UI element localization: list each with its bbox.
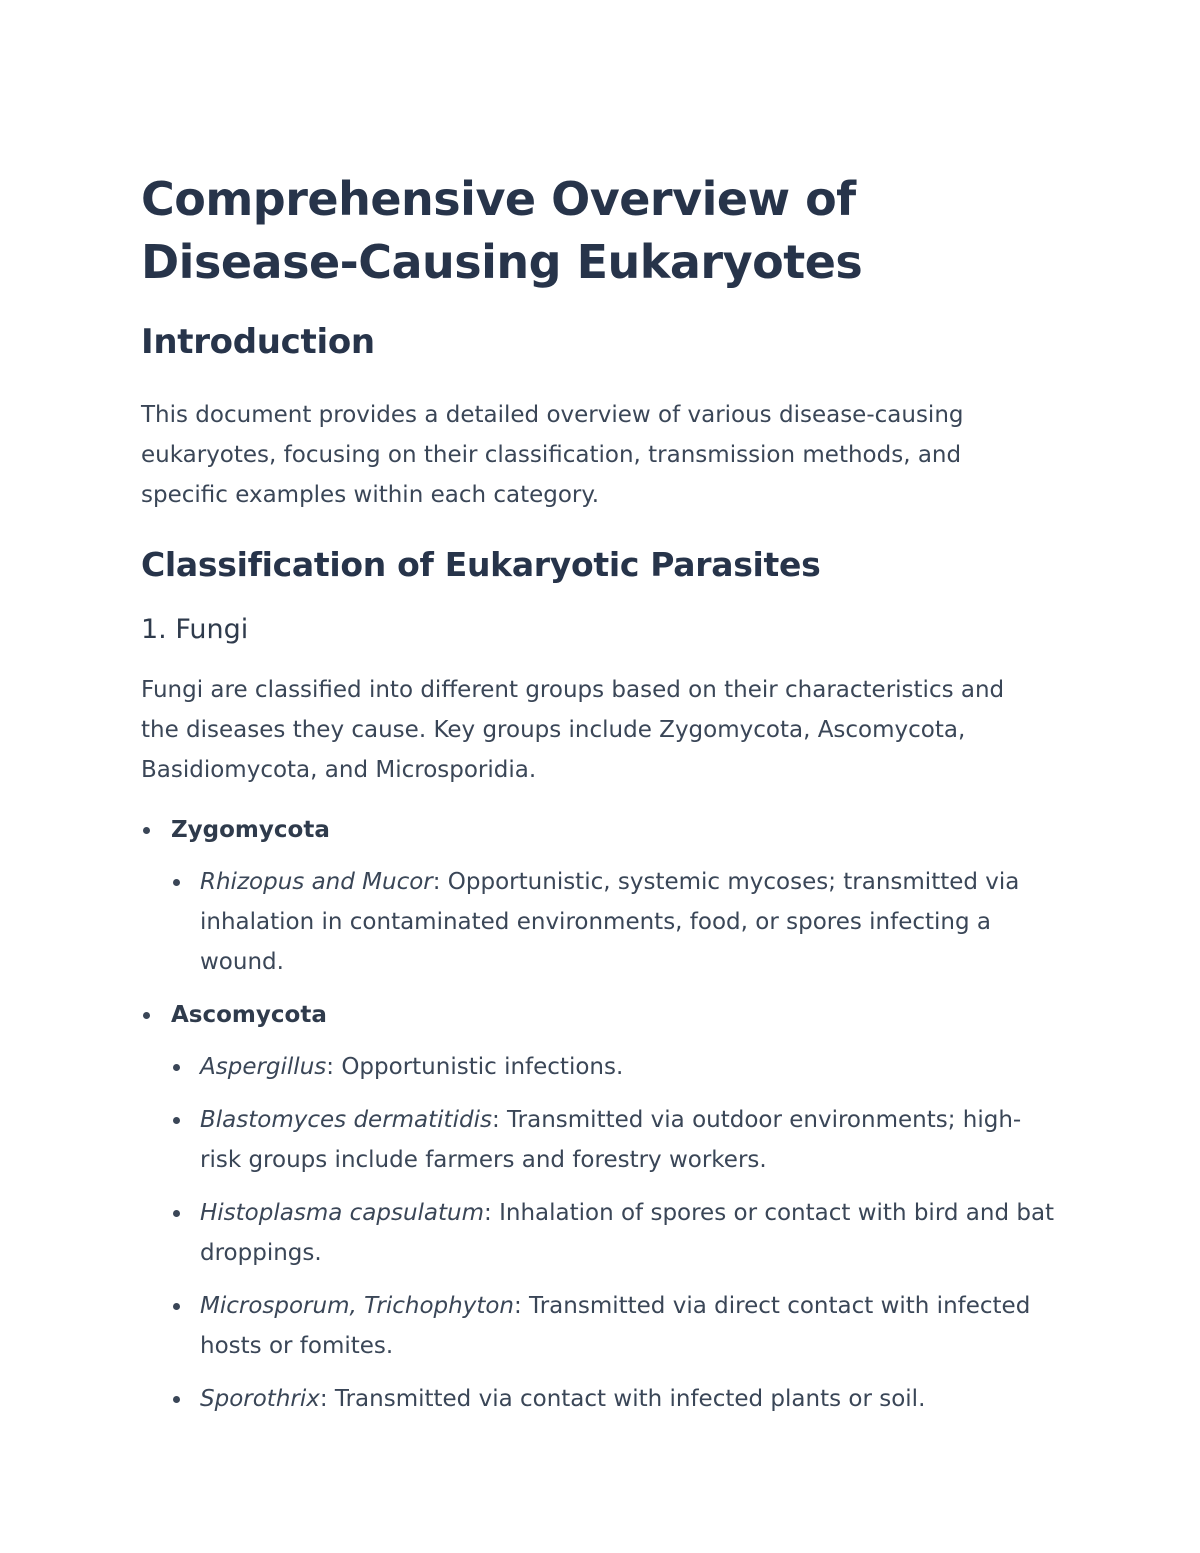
species-description: : Opportunistic infections. xyxy=(326,1054,624,1080)
species-name: Sporothrix xyxy=(200,1386,320,1412)
document-title: Comprehensive Overview of Disease-Causing Eukaryotes xyxy=(141,172,863,289)
species-description: : Inhalation of spores or contact with bird and bat droppings. xyxy=(200,1200,1055,1266)
fungi-paragraph: Fungi are classified into different groups based on their characteristics and the diseases they cause. Key groups include Zygomycota, Ascomycota, Basidiomycota, and Microsporidia. xyxy=(141,677,1005,783)
document-page xyxy=(141,168,1071,1432)
introduction-heading: Introduction xyxy=(141,322,375,362)
group-item-ascomycota xyxy=(141,995,1071,1419)
species-name: Aspergillus xyxy=(200,1054,327,1080)
classification-heading: Classification of Eukaryotic Parasites xyxy=(141,545,821,584)
species-list xyxy=(171,1047,1071,1419)
group-item-zygomycota xyxy=(141,810,1071,982)
group-name: Ascomycota xyxy=(171,1002,327,1028)
species-item xyxy=(171,1286,1060,1366)
species-description: : Transmitted via contact with infected plants or soil. xyxy=(319,1386,926,1412)
species-description: : Opportunistic, systemic mycoses; transmitted via inhalation in contaminated environments, food, or spores infecting a wound. xyxy=(200,869,1020,975)
species-name: Histoplasma capsulatum xyxy=(200,1200,485,1226)
species-name: Microsporum, Trichophyton xyxy=(200,1293,514,1319)
species-item xyxy=(171,1379,1060,1419)
introduction-paragraph: This document provides a detailed overview of various disease-causing eukaryotes, focusing on their classification, transmission methods, and specific examples within each category. xyxy=(141,402,964,508)
species-item xyxy=(171,1193,1060,1273)
species-name: Rhizopus and Mucor xyxy=(200,869,433,895)
fungi-group-list xyxy=(141,810,1071,1419)
species-description: : Transmitted via outdoor environments; high-risk groups include farmers and forestry workers. xyxy=(200,1107,1022,1173)
fungi-heading: 1. Fungi xyxy=(141,614,249,645)
species-item xyxy=(171,1100,1060,1180)
group-name: Zygomycota xyxy=(171,817,330,843)
species-name: Blastomyces dermatitidis xyxy=(200,1107,492,1133)
species-description: : Transmitted via direct contact with infected hosts or fomites. xyxy=(200,1293,1031,1359)
species-list xyxy=(171,862,1071,982)
species-item xyxy=(171,1047,1060,1087)
species-item xyxy=(171,862,1060,982)
